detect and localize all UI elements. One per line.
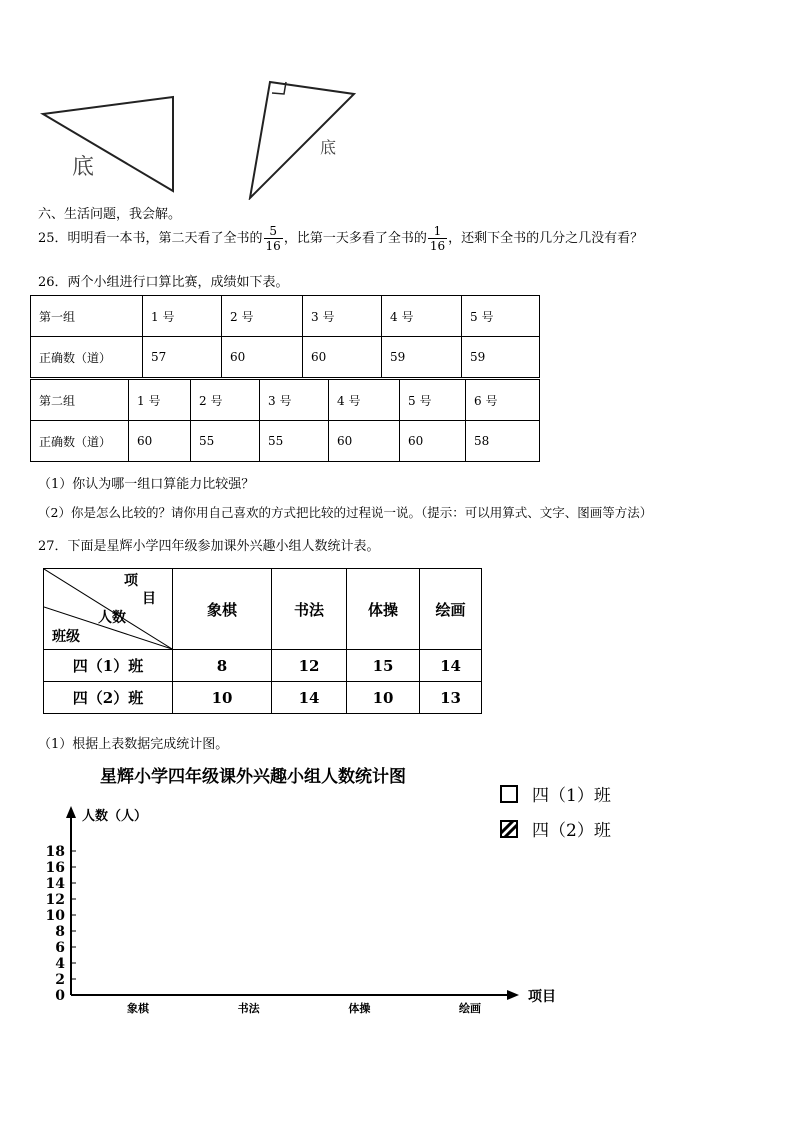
q26-sub2: （2）你是怎么比较的？请你用自己喜欢的方式把比较的过程说一说。（提示：可以用算式、文字、图画等方法） [38, 505, 653, 520]
table-row [31, 337, 540, 378]
table-cell: 1 号 [143, 296, 222, 337]
question-27: 27．下面是星辉小学四年级参加课外兴趣小组人数统计表。 [38, 539, 380, 554]
table-cell: 5 号 [400, 380, 466, 421]
table-cell: 60 [329, 421, 400, 462]
fraction-1-16: $\frac{1}{16}$ [429, 224, 446, 253]
table-cell: 15 [347, 650, 420, 682]
x-tick-label: 绘画 [459, 1002, 481, 1015]
table-cell: 6 号 [466, 380, 540, 421]
y-axis-label: 人数（人） [82, 809, 148, 824]
table-cell: 10 [173, 682, 272, 714]
x-tick-label: 书法 [237, 1002, 260, 1015]
section-heading: 六、生活问题，我会解。 [38, 207, 182, 222]
triangle-figures [0, 70, 794, 200]
table-cell: 14 [420, 650, 482, 682]
table-cell: 60 [129, 421, 191, 462]
triangle-left [43, 97, 173, 191]
table-cell: 2 号 [222, 296, 303, 337]
y-tick-label: 12 [45, 892, 65, 908]
table-cell: 58 [466, 421, 540, 462]
y-tick-label: 16 [45, 860, 65, 876]
legend-label: 四（1）班 [532, 786, 611, 806]
column-header: 象棋 [173, 569, 272, 650]
table-row [31, 421, 540, 462]
triangle-left-label: 底 [72, 155, 95, 180]
table-cell: 14 [272, 682, 347, 714]
table-cell: 4 号 [329, 380, 400, 421]
interest-group-table [43, 568, 482, 714]
group2-table [30, 379, 540, 462]
table-cell: 59 [462, 337, 540, 378]
table-cell: 3 号 [260, 380, 329, 421]
table-cell: 2 号 [191, 380, 260, 421]
y-tick-label: 2 [55, 972, 65, 988]
q25-text-before: 25．明明看一本书，第二天看了全书的 [38, 231, 263, 246]
question-25 [38, 224, 643, 253]
row-header: 四（2）班 [44, 682, 173, 714]
y-tick-label: 8 [55, 924, 65, 940]
y-tick-label: 14 [45, 876, 65, 892]
x-tick-label: 象棋 [127, 1002, 149, 1015]
y-tick-label: 0 [55, 988, 65, 1004]
table-row [44, 569, 482, 650]
table-row [44, 682, 482, 714]
header-class-label: 班级 [52, 629, 80, 645]
triangle-right-label: 底 [320, 138, 337, 157]
y-axis-arrow [66, 806, 76, 818]
table-cell: 12 [272, 650, 347, 682]
column-header: 书法 [272, 569, 347, 650]
chart-title: 星辉小学四年级课外兴趣小组人数统计图 [100, 767, 406, 787]
table-cell: 60 [222, 337, 303, 378]
table-cell: 8 [173, 650, 272, 682]
table-row [31, 380, 540, 421]
table-cell: 正确数（道） [31, 421, 129, 462]
table-cell: 5 号 [462, 296, 540, 337]
column-header: 绘画 [420, 569, 482, 650]
x-tick-label: 体操 [348, 1002, 371, 1015]
table-row [31, 296, 540, 337]
y-tick-label: 10 [45, 908, 65, 924]
table-cell: 第二组 [31, 380, 129, 421]
question-26: 26．两个小组进行口算比赛，成绩如下表。 [38, 275, 289, 290]
table-cell: 60 [303, 337, 382, 378]
q25-text-middle: ，比第一天多看了全书的 [283, 231, 427, 246]
row-header: 四（1）班 [44, 650, 173, 682]
table-cell: 第一组 [31, 296, 143, 337]
header-mu-label: 目 [142, 591, 156, 607]
fraction-5-16: $\frac{5}{16}$ [265, 224, 281, 253]
header-item-label: 项 [124, 573, 138, 589]
bar-chart-axes [0, 790, 600, 1020]
q25-text-after: ，还剩下全书的几分之几没有看？ [448, 231, 644, 246]
table-cell: 1 号 [129, 380, 191, 421]
legend-label: 四（2）班 [532, 821, 611, 841]
table-cell: 13 [420, 682, 482, 714]
table-cell: 55 [260, 421, 329, 462]
column-header: 体操 [347, 569, 420, 650]
table-cell: 正确数（道） [31, 337, 143, 378]
table-row [44, 650, 482, 682]
table-cell: 59 [382, 337, 462, 378]
q26-sub1: （1）你认为哪一组口算能力比较强？ [38, 477, 255, 492]
q27-sub1: （1）根据上表数据完成统计图。 [38, 737, 229, 752]
table-cell: 55 [191, 421, 260, 462]
y-tick-label: 6 [55, 940, 65, 956]
x-axis-arrow [507, 990, 519, 1000]
table-cell: 57 [143, 337, 222, 378]
x-axis-label: 项目 [528, 989, 556, 1005]
table-cell: 4 号 [382, 296, 462, 337]
triangle-right [250, 82, 354, 198]
diagonal-header-cell [44, 569, 173, 650]
table-cell: 60 [400, 421, 466, 462]
group1-table [30, 295, 540, 378]
table-cell: 10 [347, 682, 420, 714]
table-cell: 3 号 [303, 296, 382, 337]
header-people-label: 人数 [98, 610, 126, 626]
y-tick-label: 18 [45, 844, 65, 860]
y-tick-label: 4 [55, 956, 65, 972]
